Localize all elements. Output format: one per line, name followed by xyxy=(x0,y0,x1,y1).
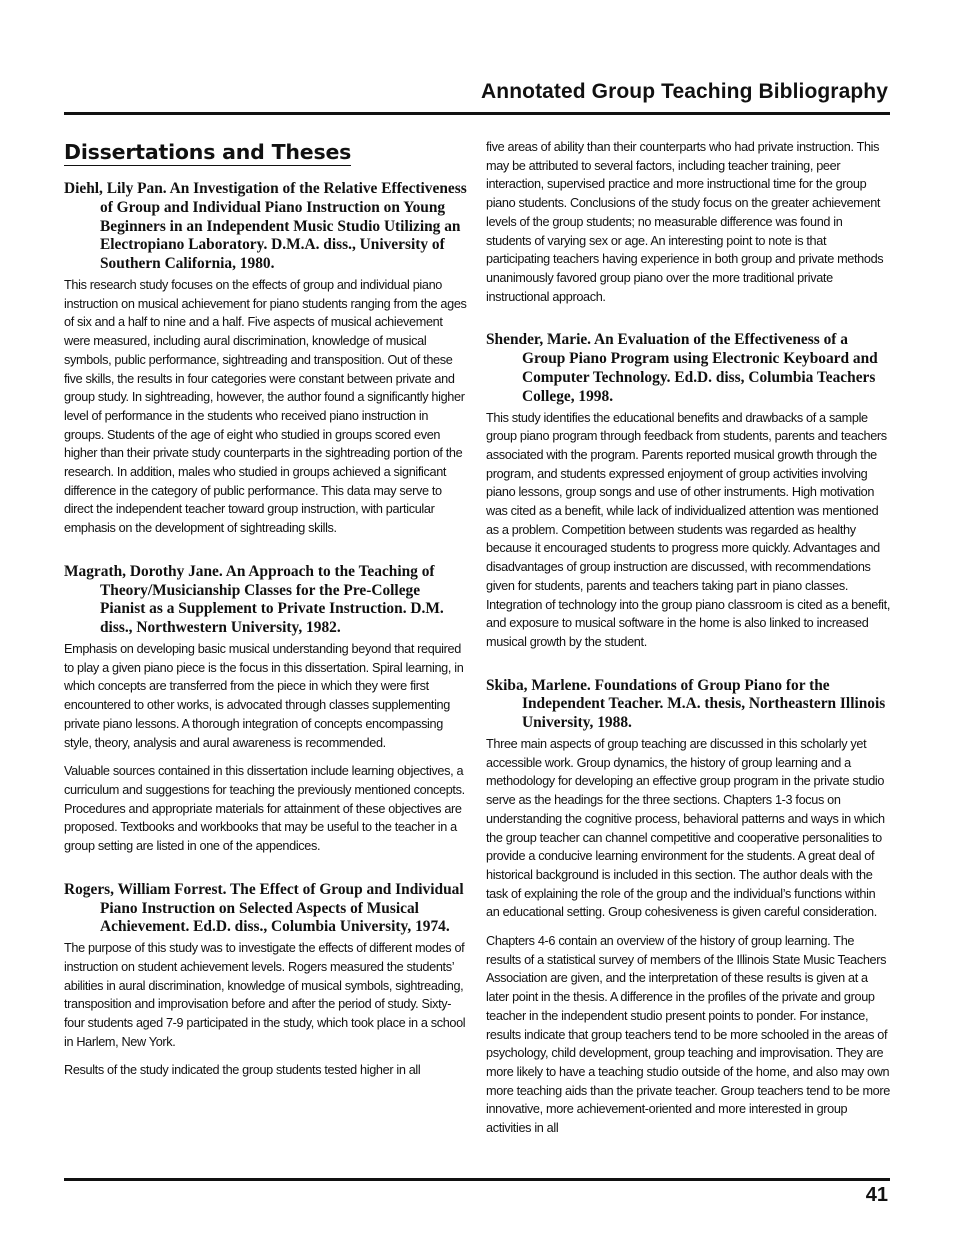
bibliography-entry-shender xyxy=(486,331,890,651)
footer-rule xyxy=(64,1178,890,1181)
annotation-paragraph: Results of the study indicated the group students tested higher in all xyxy=(64,1063,421,1078)
citation: Shender, Marie. An Evaluation of the Effectiveness of a Group Piano Program using Electronic Keyboard and Computer Technology. Ed.D. diss, Columbia Teachers College, 1998. xyxy=(486,331,878,405)
bibliography-entry-skiba xyxy=(486,677,890,1138)
annotation-paragraph: This study identifies the educational benefits and drawbacks of a sample group piano program through feedback from students, parents and teachers associated with the program. Parents reported musical growth through the program, and students expressed enjoyment of group activities involving piano lessons, group songs and use of other instruments. High motivation was cited as a benefit, while lack of individualized attention was mentioned as a problem. Competition between students was regarded as healthy because it encouraged students to progress more quickly. Advantages and disadvantages of group instruction are discussed, with recommendations given for students, parents and teachers taking part in piano classes. Integration of technology into the group piano classroom is cited as a benefit, and exposure to musical software in the home is also linked to increased musical growth by the student. xyxy=(486,410,890,649)
running-title: Annotated Group Teaching Bibliography xyxy=(481,80,888,103)
bibliography-entry-diehl xyxy=(64,180,468,538)
citation: Skiba, Marlene. Foundations of Group Piano for the Independent Teacher. M.A. thesis, Northeastern Illinois University, 1988. xyxy=(486,676,886,732)
annotation-paragraph: This research study focuses on the effects of group and individual piano instruction on musical achievement for piano students ranging from the ages of six and a half to nine and a half. Five aspects of musical achievement were measured, including aural discrimination, knowledge of musical symbols, public performance, sightreading and transposition. Out of these five skills, the results in four categories were constant between private and group study. In sightreading, however, the author found a significantly higher level of performance in the students who received piano instruction in groups. Students of the age of eight who studied in groups scored even higher than their private study counterparts in the sightreading portion of the research. In addition, males who studied in groups achieved a significant difference in the category of public performance. This data may serve to direct the independent teacher toward group instruction, with particular emphasis on the development of sightreading skills. xyxy=(64,277,467,536)
page-number: 41 xyxy=(865,1184,888,1206)
annotation-paragraph: Three main aspects of group teaching are discussed in this scholarly yet accessible work. Group dynamics, the history of group learning and a methodology for developing an effective group program in the private studio serve as the headings for the three sections. Chapters 1-3 focus on understanding the cognitive process, behavioral patterns and ways in which the group teacher can channel competitive and cooperative personalities to provide a conducive learning environment for the students. A great deal of historical background is included in this section. The author deals with the task of explaining the role of the group and the individual’s functions within an educational setting. Group cohesiveness is given careful consideration. xyxy=(486,737,885,920)
citation: Diehl, Lily Pan. An Investigation of the Relative Effectiveness of Group and Individual Piano Instruction on Young Beginners in an Independent Music Studio Utilizing an Electropiano Laboratory. D.M.A. diss., University of Southern California, 1980. xyxy=(64,180,467,273)
right-column xyxy=(486,138,890,1148)
annotation-paragraph: The purpose of this study was to investigate the effects of different modes of instruction on student achievement levels. Rogers measured the students’ abilities in aural discrimination, knowledge of musical symbols, sightreading, transposition and improvisation before and after the period of study. Sixty-four students aged 7-9 participated in the study, which took place in a school in Harlem, New York. xyxy=(64,941,466,1049)
bibliography-entry-rogers-continued xyxy=(486,138,890,306)
left-column xyxy=(64,138,468,1090)
annotation-paragraph: Chapters 4-6 contain an overview of the history of group learning. The results of a statistical survey of members of the Illinois State Music Teachers Association are given, and the interpretation of these results is given at a later point in the thesis. A difference in the profiles of the private and group teacher in the independent studio present points to ponder. For instance, results indicate that group teachers tend to be more schooled in the areas of psychology, child development, group teaching and improvisation. They are more likely to have a teaching studio outside of the home, and also may own more teaching aids than the private teacher. Group teachers tend to be more innovative, more achievement-oriented and more interested in group activities in all xyxy=(486,934,890,1136)
header-rule xyxy=(64,112,890,115)
annotation-paragraph: Valuable sources contained in this dissertation include learning objectives, a curriculum and suggestions for teaching the previously mentioned concepts. Procedures and appropriate materials for attainment of these objectives are proposed. Textbooks and workbooks that may be useful to the teacher in a group setting are listed in one of the appendices. xyxy=(64,764,465,854)
annotation-paragraph: five areas of ability than their counterparts who had private instruction. This may be attributed to several factors, including teacher training, peer interaction, supervised practice and more instructional time for the group piano students. Conclusions of the study focus on the greater achievement levels of the group students; no measurable difference was found in students of varying sex or age. An interesting point to note is that participating teachers having experience in both group and private methods unanimously favored group piano over the more traditional private instructional approach. xyxy=(486,140,884,304)
citation: Rogers, William Forrest. The Effect of Group and Individual Piano Instruction on Selected Aspects of Musical Achievement. Ed.D. diss., Columbia University, 1974. xyxy=(64,880,464,936)
section-title: Dissertations and Theses xyxy=(64,140,352,164)
annotation-paragraph: Emphasis on developing basic musical understanding beyond that required to play a given piano piece is the focus in this dissertation. Spiral learning, in which concepts are transferred from the piece in which they were first encountered to other works, is advocated through classes supplementing private piano lessons. A thorough integration of concepts encompassing style, theory, analysis and aural awareness is recommended. xyxy=(64,642,464,750)
bibliography-entry-magrath xyxy=(64,563,468,856)
citation: Magrath, Dorothy Jane. An Approach to the Teaching of Theory/Musicianship Classes for the Pre-College Pianist as a Supplement to Private Instruction. D.M. diss., Northwestern University, 1982. xyxy=(64,562,444,637)
bibliography-entry-rogers xyxy=(64,881,468,1080)
